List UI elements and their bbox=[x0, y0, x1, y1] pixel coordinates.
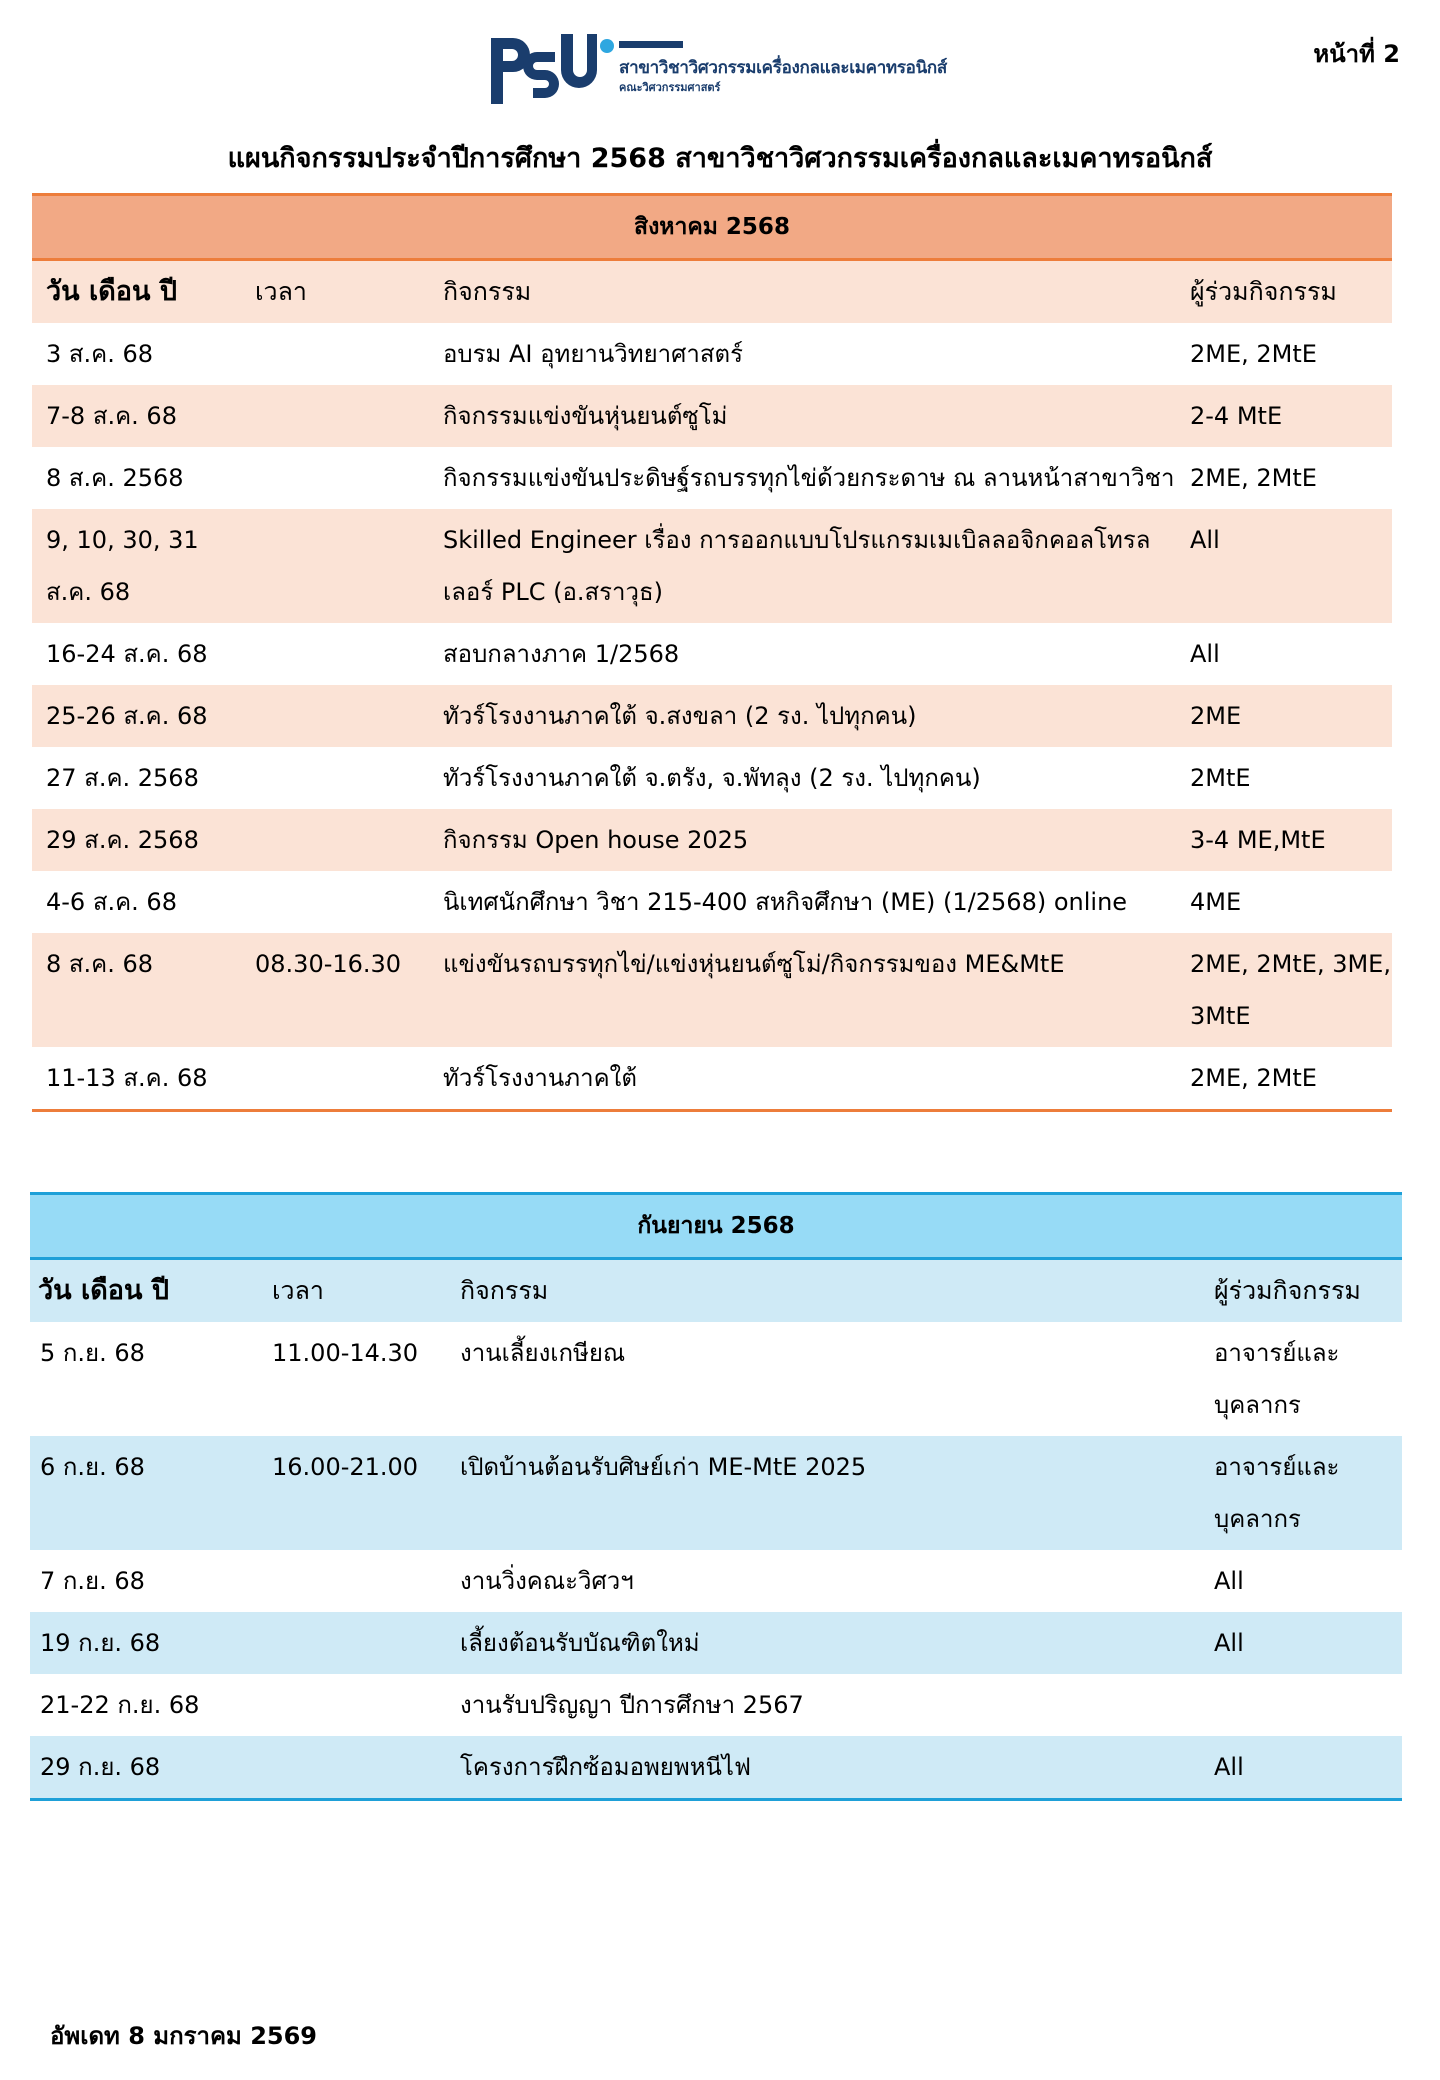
logo-bar-icon bbox=[619, 41, 683, 48]
row-time: 08.30-16.30 bbox=[255, 950, 402, 978]
row-activity: งานเลี้ยงเกษียณ bbox=[460, 1339, 626, 1367]
row-time bbox=[247, 623, 437, 633]
table-row bbox=[32, 447, 1392, 509]
page-number: หน้าที่ 2 bbox=[1313, 40, 1400, 68]
row-activity: สอบกลางภาค 1/2568 bbox=[443, 640, 680, 668]
row-activity: ทัวร์โรงงานภาคใต้ bbox=[443, 1064, 637, 1092]
row-participants: 2ME bbox=[1190, 702, 1242, 730]
row-date: 3 ส.ค. 68 bbox=[46, 340, 154, 368]
row-participants: 2ME, 2MtE bbox=[1190, 340, 1317, 368]
table-row bbox=[30, 1322, 1402, 1436]
row-participants: All bbox=[1190, 640, 1220, 668]
row-participants: All bbox=[1214, 1629, 1244, 1657]
row-date: 8 ส.ค. 2568 bbox=[46, 464, 184, 492]
column-header-row bbox=[30, 1260, 1402, 1322]
logo-dot-icon bbox=[600, 39, 614, 53]
table-row bbox=[32, 1047, 1392, 1109]
row-time bbox=[260, 1612, 452, 1622]
table-row bbox=[30, 1674, 1402, 1736]
column-header-row bbox=[32, 261, 1392, 323]
table-row bbox=[32, 685, 1392, 747]
column-header-date: วัน เดือน ปี bbox=[38, 1275, 169, 1306]
table-row bbox=[30, 1550, 1402, 1612]
row-date: 6 ก.ย. 68 bbox=[40, 1453, 145, 1481]
row-activity: เปิดบ้านต้อนรับศิษย์เก่า ME-MtE 2025 bbox=[460, 1453, 867, 1481]
row-activity: กิจกรรม Open house 2025 bbox=[443, 826, 749, 854]
column-header-activity: กิจกรรม bbox=[460, 1276, 549, 1305]
row-activity: ทัวร์โรงงานภาคใต้ จ.สงขลา (2 รง. ไปทุกคน) bbox=[443, 702, 917, 730]
row-date: 11-13 ส.ค. 68 bbox=[46, 1064, 208, 1092]
table-row bbox=[32, 323, 1392, 385]
row-activity: กิจกรรมแข่งขันหุ่นยนต์ซูโม่ bbox=[443, 402, 728, 430]
row-date: 9, 10, 30, 31 ส.ค. 68 bbox=[46, 526, 199, 606]
table-row bbox=[30, 1736, 1402, 1798]
row-time bbox=[260, 1550, 452, 1560]
row-time bbox=[247, 871, 437, 881]
row-date: 7 ก.ย. 68 bbox=[40, 1567, 145, 1595]
row-activity: อบรม AI อุทยานวิทยาศาสตร์ bbox=[443, 340, 743, 368]
row-activity: โครงการฝึกซ้อมอพยพหนีไฟ bbox=[460, 1753, 751, 1781]
row-time bbox=[247, 685, 437, 695]
row-date: 16-24 ส.ค. 68 bbox=[46, 640, 208, 668]
table-row bbox=[32, 385, 1392, 447]
table-row bbox=[32, 933, 1392, 1047]
row-time bbox=[247, 809, 437, 819]
august-schedule-table bbox=[32, 193, 1392, 1112]
row-participants: 2ME, 2MtE bbox=[1190, 464, 1317, 492]
row-date: 21-22 ก.ย. 68 bbox=[40, 1691, 200, 1719]
september-schedule-table bbox=[30, 1192, 1402, 1801]
row-date: 5 ก.ย. 68 bbox=[40, 1339, 145, 1367]
table-row bbox=[30, 1612, 1402, 1674]
row-participants: 2ME, 2MtE, 3ME, 3MtE bbox=[1190, 950, 1391, 1030]
row-participants: 2MtE bbox=[1190, 764, 1251, 792]
row-activity: Skilled Engineer เรื่อง การออกแบบโปรแกรมเมเบิลลอจิกคอลโทรลเลอร์ PLC (อ.สราวุธ) bbox=[443, 526, 1151, 606]
column-header-date: วัน เดือน ปี bbox=[46, 276, 177, 307]
row-date: 25-26 ส.ค. 68 bbox=[46, 702, 208, 730]
row-time bbox=[247, 509, 437, 519]
row-activity: เลี้ยงต้อนรับบัณฑิตใหม่ bbox=[460, 1629, 700, 1657]
logo-department-name: สาขาวิชาวิศวกรรมเครื่องกลและเมคาทรอนิกส์ bbox=[619, 58, 947, 78]
table-row bbox=[32, 747, 1392, 809]
table-row bbox=[32, 809, 1392, 871]
row-activity: ทัวร์โรงงานภาคใต้ จ.ตรัง, จ.พัทลุง (2 รง. ไปทุกคน) bbox=[443, 764, 981, 792]
row-time bbox=[247, 1047, 437, 1057]
row-date: 29 ก.ย. 68 bbox=[40, 1753, 161, 1781]
row-participants: 2-4 MtE bbox=[1190, 402, 1283, 430]
table-row bbox=[32, 623, 1392, 685]
row-participants: All bbox=[1190, 526, 1220, 554]
row-time: 16.00-21.00 bbox=[272, 1453, 419, 1481]
row-time bbox=[247, 323, 437, 333]
row-participants: อาจารย์และบุคลากร bbox=[1214, 1453, 1340, 1533]
table-bottom-border bbox=[30, 1798, 1402, 1801]
row-time bbox=[247, 447, 437, 457]
last-updated-note: อัพเดท 8 มกราคม 2569 bbox=[50, 2022, 317, 2050]
row-time bbox=[247, 385, 437, 395]
month-header-august: สิงหาคม 2568 bbox=[32, 193, 1392, 261]
table-row bbox=[32, 871, 1392, 933]
row-activity: กิจกรรมแข่งขันประดิษฐ์รถบรรทุกไข่ด้วยกระดาษ ณ ลานหน้าสาขาวิชา bbox=[443, 464, 1175, 492]
row-participants: All bbox=[1214, 1567, 1244, 1595]
row-participants: 2ME, 2MtE bbox=[1190, 1064, 1317, 1092]
row-date: 27 ส.ค. 2568 bbox=[46, 764, 199, 792]
psu-logo-mark-icon bbox=[487, 30, 597, 110]
row-date: 4-6 ส.ค. 68 bbox=[46, 888, 177, 916]
row-date: 7-8 ส.ค. 68 bbox=[46, 402, 177, 430]
row-participants: All bbox=[1214, 1753, 1244, 1781]
row-date: 19 ก.ย. 68 bbox=[40, 1629, 161, 1657]
row-time bbox=[260, 1674, 452, 1684]
table-bottom-border bbox=[32, 1109, 1392, 1112]
row-activity: แข่งขันรถบรรทุกไข่/แข่งหุ่นยนต์ซูโม่/กิจกรรมของ ME&MtE bbox=[443, 950, 1065, 978]
row-activity: งานวิ่งคณะวิศวฯ bbox=[460, 1567, 634, 1595]
month-header-september: กันยายน 2568 bbox=[30, 1192, 1402, 1260]
column-header-time: เวลา bbox=[255, 277, 307, 306]
row-date: 29 ส.ค. 2568 bbox=[46, 826, 199, 854]
logo-faculty-name: คณะวิศวกรรมศาสตร์ bbox=[619, 81, 721, 94]
row-time: 11.00-14.30 bbox=[272, 1339, 419, 1367]
column-header-time: เวลา bbox=[272, 1276, 324, 1305]
row-participants: 3-4 ME,MtE bbox=[1190, 826, 1326, 854]
psu-logo bbox=[487, 30, 967, 110]
row-time bbox=[260, 1736, 452, 1746]
row-time bbox=[247, 747, 437, 757]
row-participants: อาจารย์และบุคลากร bbox=[1214, 1339, 1340, 1419]
table-row bbox=[32, 509, 1392, 623]
column-header-activity: กิจกรรม bbox=[443, 277, 532, 306]
page-title: แผนกิจกรรมประจำปีการศึกษา 2568 สาขาวิชาวิศวกรรมเครื่องกลและเมคาทรอนิกส์ bbox=[227, 143, 1213, 174]
row-activity: นิเทศนักศึกษา วิชา 215-400 สหกิจศึกษา (ME) (1/2568) online bbox=[443, 888, 1128, 916]
row-date: 8 ส.ค. 68 bbox=[46, 950, 154, 978]
row-activity: งานรับปริญญา ปีการศึกษา 2567 bbox=[460, 1691, 804, 1719]
column-header-participants: ผู้ร่วมกิจกรรม bbox=[1190, 277, 1337, 306]
column-header-participants: ผู้ร่วมกิจกรรม bbox=[1214, 1276, 1361, 1305]
row-participants bbox=[1214, 1674, 1402, 1684]
row-participants: 4ME bbox=[1190, 888, 1242, 916]
table-row bbox=[30, 1436, 1402, 1550]
